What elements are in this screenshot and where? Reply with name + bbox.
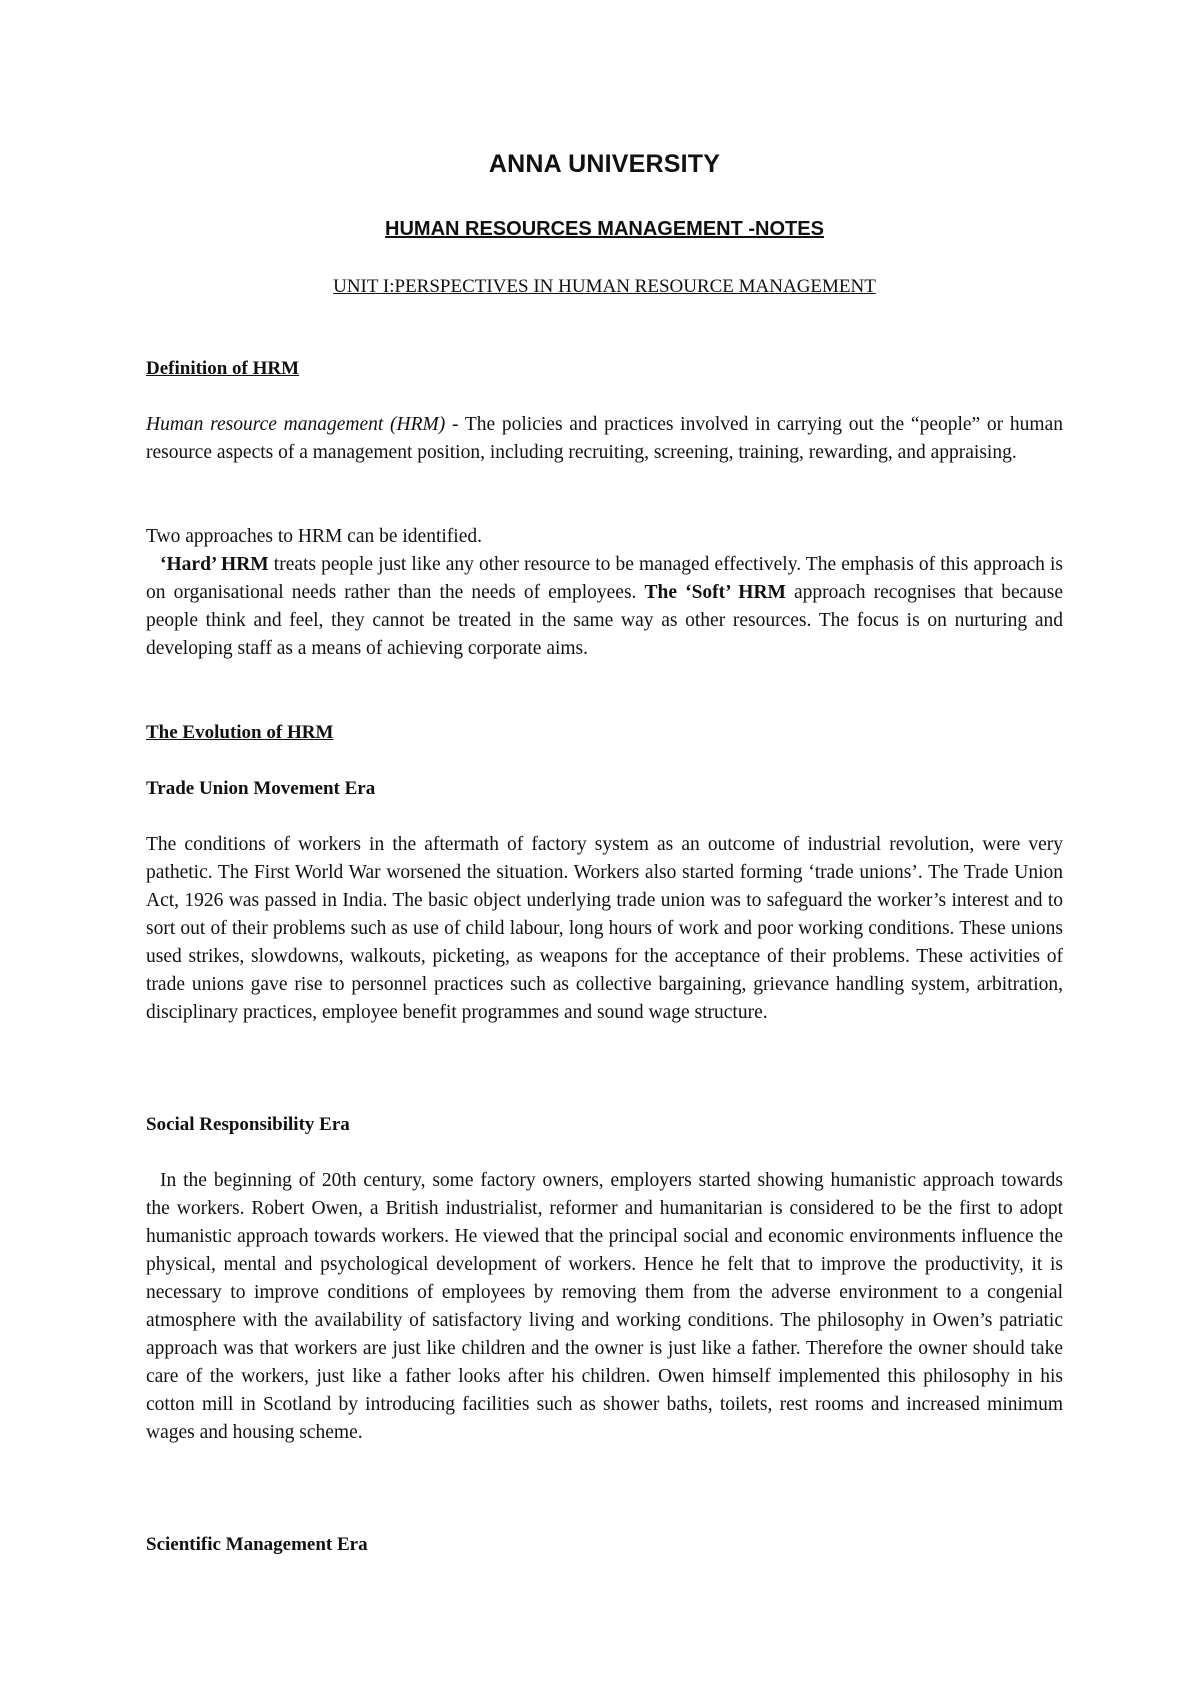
unit-heading: UNIT I:PERSPECTIVES IN HUMAN RESOURCE MANAGEMENT xyxy=(333,276,876,297)
approaches-intro: Two approaches to HRM can be identified. xyxy=(146,526,482,547)
trade-union-heading: Trade Union Movement Era xyxy=(146,778,376,799)
definition-term: Human resource management (HRM) xyxy=(146,414,446,435)
hard-hrm-label: ‘Hard’ HRM xyxy=(160,554,269,575)
document-title: ANNA UNIVERSITY xyxy=(488,150,721,178)
definition-paragraph xyxy=(146,411,1063,467)
social-responsibility-paragraph: In the beginning of 20th century, some factory owners, employers started showing humanistic approach towards the workers. Robert Owen, a British industrialist, reformer and humanitarian is considered to be the first to adopt humanistic approach towards workers. He viewed that the principal social and economic environments influence the physical, mental and psychological development of workers. Hence he felt that to improve the productivity, it is necessary to improve conditions of employees by removing them from the adverse environment to a congenial atmosphere with the availability of satisfactory living and working conditions. The philosophy in Owen’s patriatic approach was that workers are just like children and the owner is just like a father. Therefore the owner should take care of the workers, just like a father looks after his children. Owen himself implemented this philosophy in his cotton mill in Scotland by introducing facilities such as shower baths, toilets, rest rooms and increased minimum wages and housing scheme. xyxy=(146,1170,1063,1443)
approaches-paragraph xyxy=(146,551,1063,663)
document-subtitle: HUMAN RESOURCES MANAGEMENT -NOTES xyxy=(385,218,824,240)
definition-text: - The policies and practices involved in carrying out the “people” or human resource aspects of a management position, including recruiting, screening, training, rewarding, and appraising. xyxy=(146,414,1063,463)
scientific-management-heading: Scientific Management Era xyxy=(146,1534,368,1555)
evolution-heading: The Evolution of HRM xyxy=(146,722,334,743)
soft-hrm-label: The ‘Soft’ HRM xyxy=(644,582,786,603)
definition-heading: Definition of HRM xyxy=(146,358,300,379)
hard-hrm-text: treats people just like any other resource to be managed effectively. The emphasis of this approach is on organisational needs rather than the needs of employees. xyxy=(146,554,1063,603)
trade-union-paragraph: The conditions of workers in the aftermath of factory system as an outcome of industrial revolution, were very pathetic. The First World War worsened the situation. Workers also started forming ‘trade unions’. The Trade Union Act, 1926 was passed in India. The basic object underlying trade union was to safeguard the worker’s interest and to sort out of their problems such as use of child labour, long hours of work and poor working conditions. These unions used strikes, slowdowns, walkouts, picketing, as weapons for the acceptance of their problems. These activities of trade unions gave rise to personnel practices such as collective bargaining, grievance handling system, arbitration, disciplinary practices, employee benefit programmes and sound wage structure. xyxy=(146,834,1063,1023)
social-responsibility-heading: Social Responsibility Era xyxy=(146,1114,350,1135)
soft-hrm-text: approach recognises that because people think and feel, they cannot be treated in the same way as other resources. The focus is on nurturing and developing staff as a means of achieving corporate aims. xyxy=(146,582,1063,659)
